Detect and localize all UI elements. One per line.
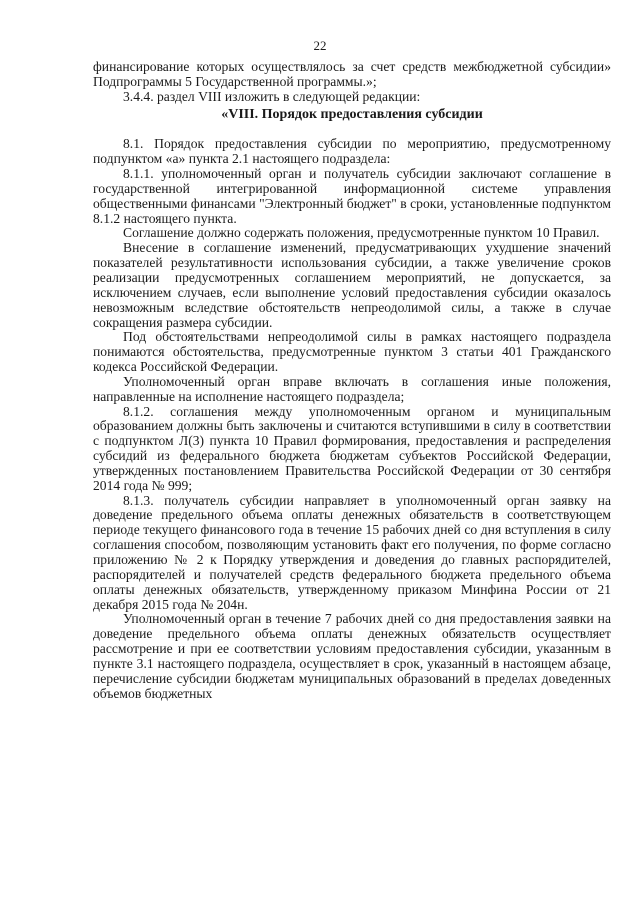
paragraph: 8.1.3. получатель субсидии направляет в уполномоченный орган заявку на доведение предельного объема оплаты денежных обязательств в соответствующем периоде текущего финансового года в течение 15 рабочих дней со дня вступления в силу соглашения способом, позволяющим установить факт его получения, по форме согласно приложению № 2 к Порядку утверждения и доведения до главных распорядителей, распорядителей и получателей средств федерального бюджета предельного объема оплаты денежных обязательств, утвержденному приказом Минфина России от 21 декабря 2015 года № 204н. bbox=[93, 492, 611, 612]
section-heading: «VIII. Порядок предоставления субсидии bbox=[221, 106, 483, 122]
paragraph: Уполномоченный орган вправе включать в соглашения иные положения, направленные на исполнение настоящего подраздела; bbox=[93, 373, 611, 404]
page-number: 22 bbox=[313, 38, 327, 53]
paragraph: Под обстоятельствами непреодолимой силы в рамках настоящего подраздела понимаются обстоятельства, предусмотренные пунктом 3 статьи 401 Гражданского кодекса Российской Федерации. bbox=[93, 329, 611, 375]
paragraph: 3.4.4. раздел VIII изложить в следующей редакции: bbox=[123, 88, 421, 104]
paragraph: Внесение в соглашение изменений, предусматривающих ухудшение значений показателей результативности использования субсидии, а также увеличение сроков реализации предусмотренных соглашением мероприятий, не допускается, за исключением случаев, если выполнение условий предоставления субсидии оказалось невозможным вследствие обстоятельств непреодолимой силы, а также в случае сокращения размера субсидии. bbox=[93, 240, 611, 330]
paragraph: финансирование которых осуществлялось за счет средств межбюджетной субсидии» Подпрограммы 5 Государственной программы.»; bbox=[93, 59, 611, 89]
paragraph: 8.1.2. соглашения между уполномоченным органом и муниципальным образованием должны быть заключены и считаются вступившими в силу в соответствии с подпунктом Л(3) пункта 10 Правил формирования, предоставления и распределения субсидий из федерального бюджета бюджетам субъектов Российской Федерации, утвержденных постановлением Правительства Российской Федерации от 30 сентября 2014 года № 999; bbox=[93, 403, 611, 493]
document-body bbox=[93, 60, 611, 701]
paragraph: 8.1.1. уполномоченный орган и получатель субсидии заключают соглашение в государственной интегрированной информационной системе управления общественными финансами "Электронный бюджет" в сроки, установленные подпунктом 8.1.2 настоящего пункта. bbox=[93, 166, 611, 226]
paragraph: Соглашение должно содержать положения, предусмотренные пунктом 10 Правил. bbox=[123, 225, 600, 241]
paragraph: Уполномоченный орган в течение 7 рабочих дней со дня предоставления заявки на доведение предельного объема оплаты денежных обязательств осуществляет рассмотрение и при ее соответствии условиям предоставления субсидии, указанным в пункте 3.1 настоящего подраздела, осуществляет в срок, указанный в настоящем абзаце, перечисление субсидии бюджетам муниципальных образований в пределах доведенных объемов бюджетных bbox=[93, 611, 611, 701]
paragraph: 8.1. Порядок предоставления субсидии по мероприятию, предусмотренному подпунктом «а» пункта 2.1 настоящего подраздела: bbox=[93, 136, 611, 167]
